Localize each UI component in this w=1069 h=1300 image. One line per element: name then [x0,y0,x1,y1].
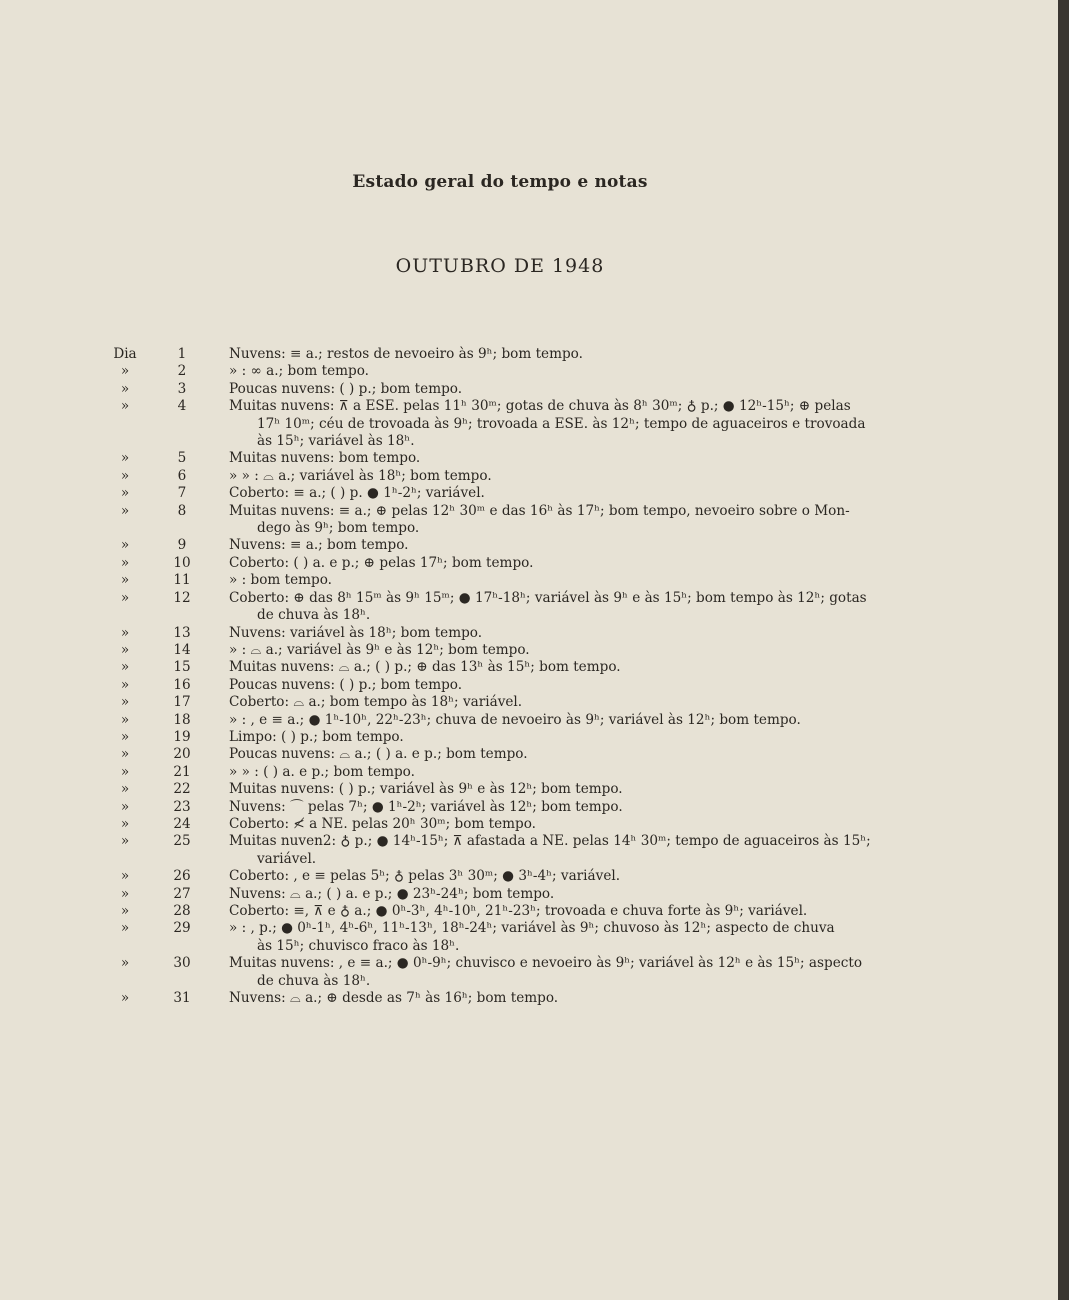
entry-line: Muitas nuvens: , e ≡ a.; ● 0ʰ-9ʰ; chuvisco e nevoeiro às 9ʰ; variável às 12ʰ e às 15ʰ; aspecto [229,955,862,972]
month-title: OUTUBRO DE 1948 [395,255,605,277]
section-heading: Estado geral do tempo e notas [352,172,648,192]
entry-row [0,642,1058,659]
day-number: 4 [177,398,187,415]
entry-row [0,398,1058,450]
day-number: 10 [173,554,191,571]
entry-line: Nuvens: ≡ a.; restos de nevoeiro às 9ʰ; bom tempo. [229,346,583,362]
entry-line: » : , p.; ● 0ʰ-1ʰ, 4ʰ-6ʰ, 11ʰ-13ʰ, 18ʰ-24ʰ; variável às 9ʰ; chuvoso às 12ʰ; aspecto de chuva [229,920,835,937]
day-number: 3 [177,380,187,397]
day-label: » [120,398,130,415]
entry-line: » : , e ≡ a.; ● 1ʰ-10ʰ, 22ʰ-23ʰ; chuva de nevoeiro às 9ʰ; variável às 12ʰ; bom tempo. [229,711,801,728]
entry-row [0,799,1058,816]
entry-text [229,572,889,589]
day-number: 17 [173,694,191,711]
day-number: 27 [173,885,191,902]
entry-line: » » : ⌓ a.; variável às 18ʰ; bom tempo. [229,467,492,484]
entry-line: Muitas nuvens: ( ) p.; variável às 9ʰ e às 12ʰ; bom tempo. [229,781,623,798]
day-label: Dia [113,346,137,362]
day-number: 1 [177,346,187,362]
day-label: » [120,694,130,711]
day-number: 9 [177,537,187,554]
entry-row [0,781,1058,798]
entry-row [0,712,1058,729]
day-number: 18 [173,711,191,728]
day-label: » [120,467,130,484]
entry-row [0,537,1058,554]
entry-line: Poucas nuvens: ( ) p.; bom tempo. [229,676,463,693]
entry-text [229,955,889,990]
entry-line: Nuvens: ≡ a.; bom tempo. [229,537,409,554]
day-number: 29 [173,920,191,937]
entry-row [0,729,1058,746]
entry-line: » : ∞ a.; bom tempo. [229,363,369,380]
day-label: » [120,363,130,380]
day-label: » [120,380,130,397]
day-label: » [120,659,130,676]
day-number: 19 [173,728,191,745]
entry-line: Poucas nuvens: ⌓ a.; ( ) a. e p.; bom tempo. [229,746,528,763]
entry-line: Nuvens: variável às 18ʰ; bom tempo. [229,624,483,641]
entry-line: Coberto: ≮ a NE. pelas 20ʰ 30ᵐ; bom tempo. [229,815,536,832]
entry-continuation-line: 17ʰ 10ᵐ; céu de trovoada às 9ʰ; trovoada a ESE. às 12ʰ; tempo de aguaceiros e trovoada [257,415,866,432]
day-label: » [120,746,130,763]
entry-row [0,955,1058,990]
day-label: » [120,676,130,693]
entry-text [229,346,889,363]
entry-row [0,903,1058,920]
entry-row [0,764,1058,781]
entry-line: Coberto: ( ) a. e p.; ⊕ pelas 17ʰ; bom tempo. [229,554,534,571]
day-label: » [120,833,130,850]
entry-text [229,381,889,398]
entry-row [0,694,1058,711]
entry-text [229,363,889,380]
entry-line: » » : ( ) a. e p.; bom tempo. [229,763,415,780]
entry-text [229,781,889,798]
entry-line: Coberto: , e ≡ pelas 5ʰ; ♁ pelas 3ʰ 30ᵐ; ● 3ʰ-4ʰ; variável. [229,868,621,885]
day-number: 30 [173,955,191,972]
entry-line: Coberto: ⊕ das 8ʰ 15ᵐ às 9ʰ 15ᵐ; ● 17ʰ-18ʰ; variável às 9ʰ e às 15ʰ; bom tempo às 12ʰ; gotas [229,589,867,606]
entry-row [0,886,1058,903]
entry-row [0,590,1058,625]
day-number: 6 [177,467,187,484]
entry-line: Muitas nuvens: ⌓ a.; ( ) p.; ⊕ das 13ʰ às 15ʰ; bom tempo. [229,659,621,676]
entry-row [0,450,1058,467]
entry-row [0,468,1058,485]
day-number: 16 [173,676,191,693]
day-label: » [120,815,130,832]
entry-text [229,468,889,485]
entry-line: Muitas nuvens: bom tempo. [229,450,421,467]
entry-text [229,642,889,659]
entry-text [229,485,889,502]
day-label: » [120,763,130,780]
entry-line: » : bom tempo. [229,572,333,589]
day-number: 26 [173,868,191,885]
day-label: » [120,554,130,571]
entry-text [229,712,889,729]
day-label: » [120,641,130,658]
entry-text [229,799,889,816]
entry-row [0,555,1058,572]
entry-row [0,920,1058,955]
entry-text [229,450,889,467]
day-number: 24 [173,815,191,832]
day-label: » [120,885,130,902]
day-label: » [120,868,130,885]
entry-row [0,363,1058,380]
day-number: 15 [173,659,191,676]
entry-text [229,990,889,1007]
entry-line: Nuvens: ⌓ a.; ( ) a. e p.; ● 23ʰ-24ʰ; bom tempo. [229,885,555,902]
day-label: » [120,955,130,972]
day-number: 23 [173,798,191,815]
entry-row [0,485,1058,502]
entry-text [229,886,889,903]
entry-line: » : ⌓ a.; variável às 9ʰ e às 12ʰ; bom tempo. [229,641,530,658]
day-label: » [120,798,130,815]
day-label: » [120,450,130,467]
day-label: » [120,485,130,502]
entry-row [0,503,1058,538]
entry-text [229,398,889,450]
day-number: 5 [177,450,187,467]
day-label: » [120,903,130,919]
entry-continuation-line: de chuva às 18ʰ. [257,972,371,989]
entry-row [0,746,1058,763]
entry-text [229,590,889,625]
entry-line: Nuvens: ⌓ a.; ⊕ desde as 7ʰ às 16ʰ; bom tempo. [229,990,559,1007]
entry-line: Muitas nuvens: ≡ a.; ⊕ pelas 12ʰ 30ᵐ e das 16ʰ às 17ʰ; bom tempo, nevoeiro sobre o Mon- [229,502,850,519]
day-number: 12 [173,589,191,606]
entry-text [229,903,889,920]
day-number: 31 [173,990,191,1007]
entry-row [0,990,1058,1007]
entry-line: Limpo: ( ) p.; bom tempo. [229,728,404,745]
entry-continuation-line: variável. [257,850,317,867]
entry-text [229,868,889,885]
day-label: » [120,920,130,937]
entry-continuation-line: de chuva às 18ʰ. [257,607,371,624]
entry-row [0,816,1058,833]
entry-text [229,503,889,538]
weather-entries [0,346,1058,1007]
day-number: 11 [173,572,191,589]
day-number: 13 [173,624,191,641]
day-label: » [120,781,130,798]
day-label: » [120,624,130,641]
day-label: » [120,589,130,606]
entry-row [0,625,1058,642]
day-number: 2 [177,363,187,380]
day-number: 20 [173,746,191,763]
entry-text [229,920,889,955]
entry-row [0,659,1058,676]
entry-row [0,868,1058,885]
entry-text [229,746,889,763]
day-label: » [120,537,130,554]
entry-row [0,346,1058,363]
day-label: » [120,711,130,728]
entry-row [0,572,1058,589]
entry-text [229,677,889,694]
day-number: 7 [177,485,187,502]
entry-line: Nuvens: ⌒ pelas 7ʰ; ● 1ʰ-2ʰ; variável às 12ʰ; bom tempo. [229,798,623,815]
entry-continuation-line: às 15ʰ; variável às 18ʰ. [257,433,415,450]
entry-text [229,537,889,554]
day-label: » [120,728,130,745]
entry-text [229,729,889,746]
entry-line: Coberto: ⌓ a.; bom tempo às 18ʰ; variável. [229,694,523,711]
entry-text [229,555,889,572]
day-number: 22 [173,781,191,798]
day-label: » [120,502,130,519]
entry-text [229,625,889,642]
entry-text [229,764,889,781]
entry-line: Poucas nuvens: ( ) p.; bom tempo. [229,380,463,397]
entry-continuation-line: às 15ʰ; chuvisco fraco às 18ʰ. [257,937,460,954]
entry-row [0,833,1058,868]
entry-line: Muitas nuven2: ♁ p.; ● 14ʰ-15ʰ; ⊼ afastada a NE. pelas 14ʰ 30ᵐ; tempo de aguaceiros às 15ʰ; [229,833,871,850]
entry-text [229,694,889,711]
entry-row [0,677,1058,694]
day-number: 28 [173,903,191,919]
day-label: » [120,572,130,589]
entry-text [229,659,889,676]
entry-line: Muitas nuvens: ⊼ a ESE. pelas 11ʰ 30ᵐ; gotas de chuva às 8ʰ 30ᵐ; ♁ p.; ● 12ʰ-15ʰ; ⊕ pelas [229,398,851,415]
page-edge [1058,0,1069,1300]
entry-text [229,833,889,868]
entry-line: Coberto: ≡, ⊼ e ♁ a.; ● 0ʰ-3ʰ, 4ʰ-10ʰ, 21ʰ-23ʰ; trovoada e chuva forte às 9ʰ; variável. [229,903,808,919]
entry-text [229,816,889,833]
day-number: 8 [177,502,187,519]
day-label: » [120,990,130,1007]
day-number: 25 [173,833,191,850]
entry-row [0,381,1058,398]
entry-continuation-line: dego às 9ʰ; bom tempo. [257,520,420,537]
day-number: 21 [173,763,191,780]
day-number: 14 [173,641,191,658]
entry-line: Coberto: ≡ a.; ( ) p. ● 1ʰ-2ʰ; variável. [229,485,485,502]
